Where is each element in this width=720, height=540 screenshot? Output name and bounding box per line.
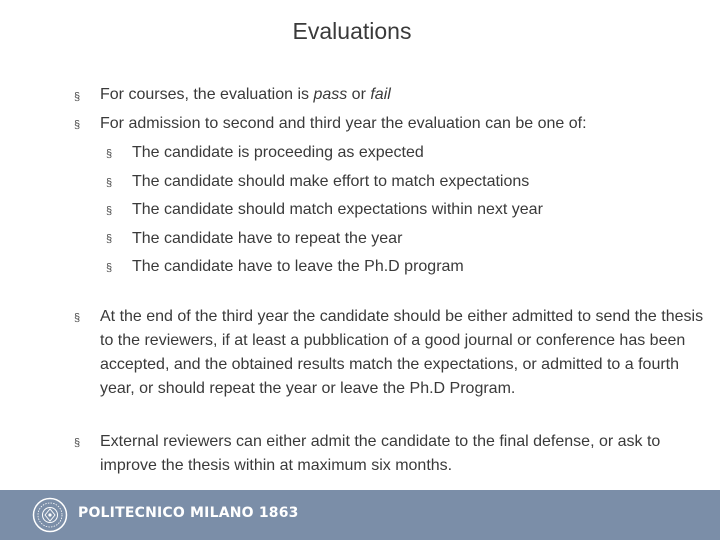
sub-bullet-item: The candidate is proceeding as expected (132, 144, 424, 161)
bullet-courses: For courses, the evaluation is pass or fail (100, 86, 391, 103)
bullet-icon: § (74, 437, 81, 449)
bullet-third-year: At the end of the third year the candidate should be either admitted to send the thesis to the reviewers, if at least a pubblication of a good journal or conference has been accepted, and the obtained results match the expectations, or admitted to a fourth year, or should repeat the year or leave the Ph.D Program. (100, 308, 704, 397)
bullet-icon: § (74, 312, 81, 324)
bullet-external-reviewers: External reviewers can either admit the candidate to the final defense, or ask to improve the thesis within at maximum six months. (100, 433, 661, 474)
sub-bullet-icon: § (106, 148, 113, 160)
politecnico-seal-icon (32, 497, 68, 533)
sub-bullet-item: The candidate have to leave the Ph.D program (132, 258, 464, 275)
bullet-icon: § (74, 91, 81, 103)
footer-bar (0, 490, 720, 540)
sub-bullet-icon: § (106, 262, 113, 274)
bullet-admission: For admission to second and third year the evaluation can be one of: (100, 115, 587, 132)
sub-bullet-icon: § (106, 177, 113, 189)
sub-bullet-item: The candidate should match expectations within next year (132, 201, 543, 218)
sub-bullet-item: The candidate should make effort to match expectations (132, 173, 530, 190)
sub-bullet-icon: § (106, 205, 113, 217)
sub-bullet-icon: § (106, 233, 113, 245)
slide-title: Evaluations (292, 18, 412, 44)
bullet-icon: § (74, 119, 81, 131)
sub-bullet-item: The candidate have to repeat the year (132, 230, 403, 247)
footer-brand: POLITECNICO MILANO 1863 (78, 505, 299, 521)
